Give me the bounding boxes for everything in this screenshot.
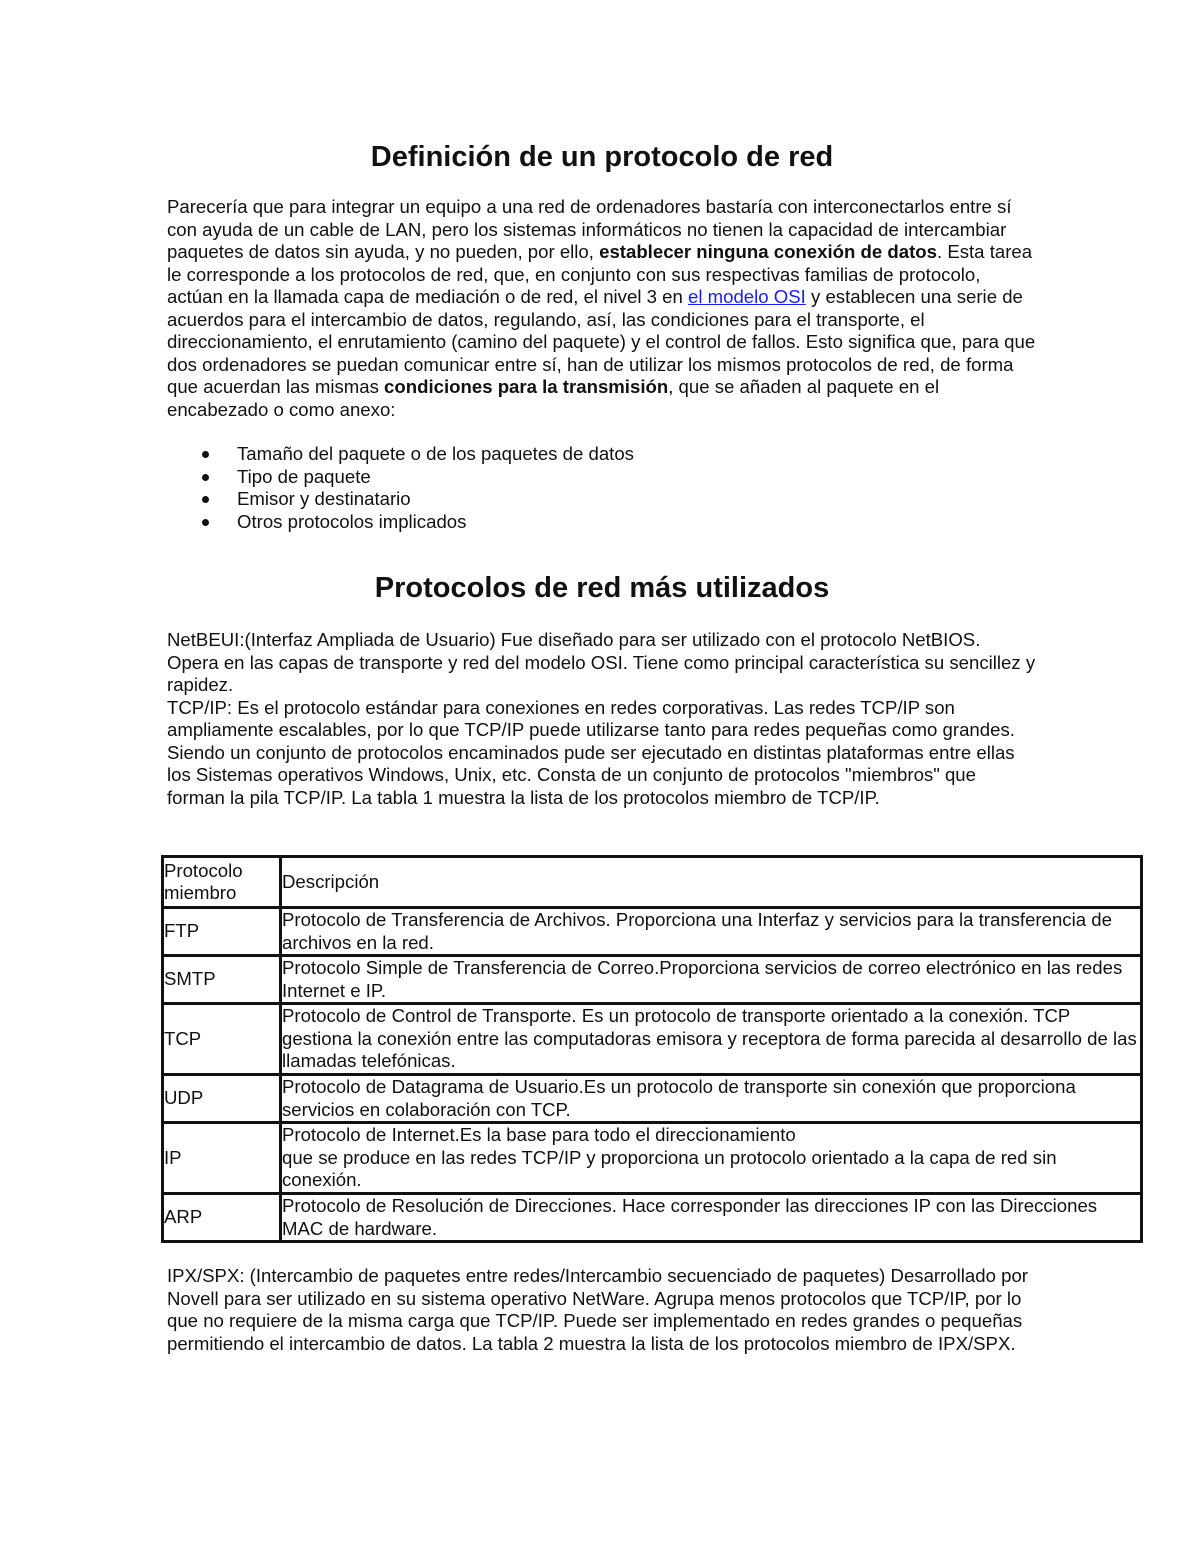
intro-bold-2: condiciones para la transmisión [384, 376, 669, 397]
intro-paragraph [167, 196, 1037, 421]
table-header-cell: Descripción [281, 857, 1142, 908]
table-header-row [163, 857, 1142, 908]
table-cell-description: Protocolo de Transferencia de Archivos. Proporciona una Interfaz y servicios para la transferencia de archivos en la red. [281, 908, 1142, 956]
table-row [163, 1075, 1142, 1123]
table-cell-description: Protocolo de Resolución de Direcciones. Hace corresponder las direcciones IP con las Direcciones MAC de hardware. [281, 1194, 1142, 1242]
ip-description-line-1: Protocolo de Internet.Es la base para todo el direccionamiento [282, 1124, 796, 1146]
document-body [167, 138, 1037, 809]
table-row [163, 1004, 1142, 1075]
protocol-table [161, 855, 1143, 1243]
table-row [163, 956, 1142, 1004]
list-item: Emisor y destinatario [237, 488, 1037, 511]
table-cell-protocol: IP [163, 1123, 281, 1194]
heading-most-used-protocols: Protocolos de red más utilizados [374, 572, 830, 604]
table-row [163, 908, 1142, 956]
table-header-cell: Protocolo miembro [163, 857, 281, 908]
table-cell-protocol: TCP [163, 1004, 281, 1075]
heading-protocol-definition: Definición de un protocolo de red [370, 141, 834, 173]
list-item: Tamaño del paquete o de los paquetes de datos [237, 443, 1037, 466]
table-cell-protocol: SMTP [163, 956, 281, 1004]
list-item: Tipo de paquete [237, 466, 1037, 489]
intro-text-2: . Esta tarea le corresponde a los protocolos de red, que, en conjunto con sus respectivas familias de protocolo, actúan en la llamada capa de mediación o de red, el nivel 3 en [167, 241, 1033, 307]
table-cell-protocol: FTP [163, 908, 281, 956]
ipxspx-paragraph: IPX/SPX: (Intercambio de paquetes entre redes/Intercambio secuenciado de paquetes) Desarrollado por Novell para ser utilizado en su sistema operativo NetWare. Agrupa menos protocolos que TCP/IP, por lo que no requiere de la misma carga que TCP/IP. Puede ser implementado en redes grandes o pequeñas permitiendo el intercambio de datos. La tabla 2 muestra la lista de los protocolos miembro de IPX/SPX. [167, 1265, 1028, 1354]
intro-text-3: y establecen una serie de acuerdos para el intercambio de datos, regulando, así, las condiciones para el transporte, el direccionamiento, el enrutamiento (camino del paquete) y el control de fallos. Esto significa que, para que dos ordenadores se puedan comunicar entre sí, han de utilizar los mismos protocolos de red, de forma que acuerdan las mismas [167, 286, 1036, 397]
osi-model-link[interactable]: el modelo OSI [687, 286, 806, 307]
table-cell-description: Protocolo de Control de Transporte. Es un protocolo de transporte orientado a la conexión. TCP gestiona la conexión entre las computadoras emisora y receptora de forma parecida al desarrollo de las llamadas telefónicas. [281, 1004, 1142, 1075]
table-cell-protocol: ARP [163, 1194, 281, 1242]
ipx-section [167, 1265, 1037, 1355]
netbeui-paragraph: NetBEUI:(Interfaz Ampliada de Usuario) Fue diseñado para ser utilizado con el protocolo NetBIOS. Opera en las capas de transporte y red del modelo OSI. Tiene como principal característica su sencillez y rapidez. [167, 629, 1036, 695]
bullet-list [167, 443, 1037, 533]
table-cell-description [281, 1123, 1142, 1194]
table-cell-protocol: UDP [163, 1075, 281, 1123]
ip-description-line-2: que se produce en las redes TCP/IP y proporciona un protocolo orientado a la capa de red sin conexión. [282, 1146, 1057, 1191]
intro-bold-1: establecer ninguna conexión de datos [599, 241, 937, 262]
tcpip-paragraph: TCP/IP: Es el protocolo estándar para conexiones en redes corporativas. Las redes TCP/IP son ampliamente escalables, por lo que TCP/IP puede utilizarse tanto para redes pequeñas como grandes. Siendo un conjunto de protocolos encaminados pude ser ejecutado en distintas plataformas entre ellas los Sistemas operativos Windows, Unix, etc. Consta de un conjunto de protocolos "miembros" que forman la pila TCP/IP. La tabla 1 muestra la lista de los protocolos miembro de TCP/IP. [167, 696, 1015, 808]
table-cell-description: Protocolo de Datagrama de Usuario.Es un protocolo de transporte sin conexión que proporciona servicios en colaboración con TCP. [281, 1075, 1142, 1123]
table-row [163, 1123, 1142, 1194]
table-row [163, 1194, 1142, 1242]
table-cell-description: Protocolo Simple de Transferencia de Correo.Proporciona servicios de correo electrónico en las redes Internet e IP. [281, 956, 1142, 1004]
intro-text-1: Parecería que para integrar un equipo a una red de ordenadores bastaría con interconectarlos entre sí con ayuda de un cable de LAN, pero los sistemas informáticos no tienen la capacidad de intercambiar paquetes de datos sin ayuda, y no pueden, por ello, [167, 196, 1012, 262]
list-item: Otros protocolos implicados [237, 511, 1037, 534]
intro-text-4: , que se añaden al paquete en el encabezado o como anexo: [167, 376, 940, 420]
